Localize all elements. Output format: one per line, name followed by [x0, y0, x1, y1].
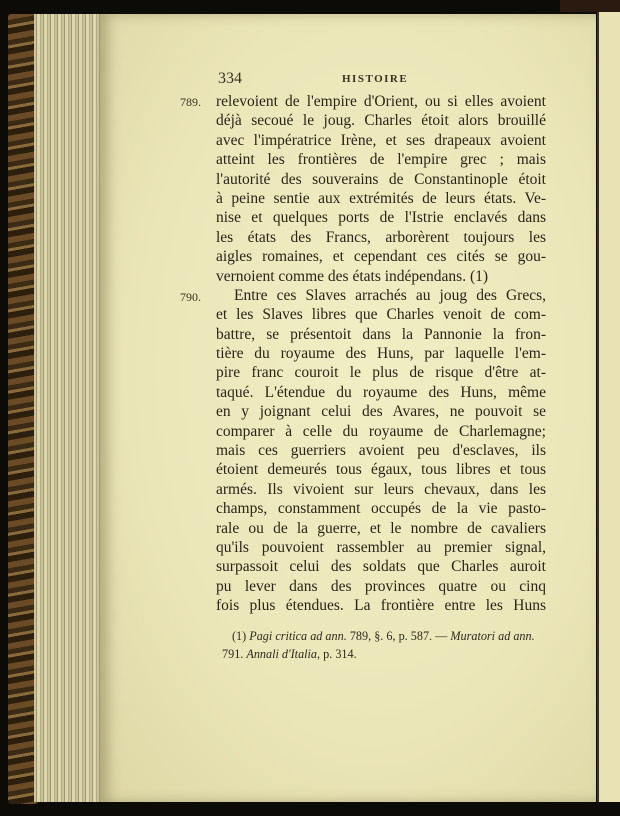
text-line: tière du royaume des Huns, par laquelle l'em- [216, 345, 546, 363]
page-header [218, 70, 416, 90]
text-line: atteint les frontières de l'empire grec ; mais [216, 151, 546, 169]
text-line: déjà secoué le joug. Charles étoit alors brouillé [216, 112, 546, 130]
text-line: étoient demeurés tous égaux, tous libres et tous [216, 461, 546, 479]
text-line: pu lever dans des provinces quatre ou cinq [216, 577, 546, 595]
body-text [216, 92, 546, 616]
text-line: comparer à celle du royaume de Charlemagne; [216, 422, 546, 440]
facing-page [597, 12, 620, 802]
text-line: l'autorité des souverains de Constantinople étoit [216, 170, 546, 188]
text-line: pire franc couroit le plus de risque d'être at- [216, 364, 546, 382]
text-line: mais ces guerriers avoient peu d'esclaves, ils [216, 442, 546, 460]
footnote-marker: (1) [232, 629, 247, 643]
text-line: champs, constamment occupés de la vie pasto- [216, 500, 546, 518]
text-line: Entre ces Slaves arrachés au joug des Grecs, [234, 286, 546, 304]
text-line: avec l'impératrice Irène, et ses drapeaux avoient [216, 131, 546, 149]
text-line: taqué. L'étendue du royaume des Huns, même [216, 383, 546, 401]
running-title: HISTOIRE [342, 73, 409, 85]
text-line: en y joignant celui des Avares, ne pouvoit se [216, 403, 546, 421]
text-line: vernoient comme des états indépendans. (1) [216, 267, 489, 285]
footnote-text: Annali d'Italia, [246, 647, 321, 661]
text-line: aigles romaines, et cependant ces cités se gou- [216, 248, 546, 266]
text-line: qu'ils pouvoient rassembler au premier signal, [216, 538, 546, 556]
footnote-text: 791. [222, 647, 244, 661]
footnote-text: Muratori ad ann. [450, 629, 535, 643]
text-line: nise et quelques ports de l'Istrie enclavés dans [216, 209, 546, 227]
text-line: et les Slaves libres que Charles venoit de com- [216, 306, 546, 324]
text-line: à peine sentie aux extrémités de leurs états. Ve- [216, 189, 546, 207]
text-line: battre, se présentoit dans la Pannonie la fron- [216, 325, 546, 343]
page-number: 334 [218, 70, 242, 87]
text-line: fois plus étendues. La frontière entre les Huns [216, 597, 546, 615]
margin-year: 790. [180, 290, 201, 304]
page-edges [34, 14, 104, 802]
footnote-text: 789, §. 6, p. 587. — [349, 629, 448, 643]
footnote-text: Pagi critica ad ann. [249, 629, 347, 643]
text-line: armés. Ils vivoient sur leurs chevaux, dans les [216, 480, 546, 498]
text-line: surpassoit celui des soldats que Charles auroit [216, 558, 546, 576]
text-line: rale ou de la guerre, et le nombre de cavaliers [216, 519, 546, 537]
text-line: les états des Francs, arborèrent toujours les [216, 228, 546, 246]
footnote-text: p. 314. [323, 647, 357, 661]
background-strip [560, 0, 620, 12]
footnote [222, 627, 544, 663]
margin-year: 789. [180, 95, 201, 109]
text-line: relevoient de l'empire d'Orient, ou si elles avoient [216, 93, 546, 110]
